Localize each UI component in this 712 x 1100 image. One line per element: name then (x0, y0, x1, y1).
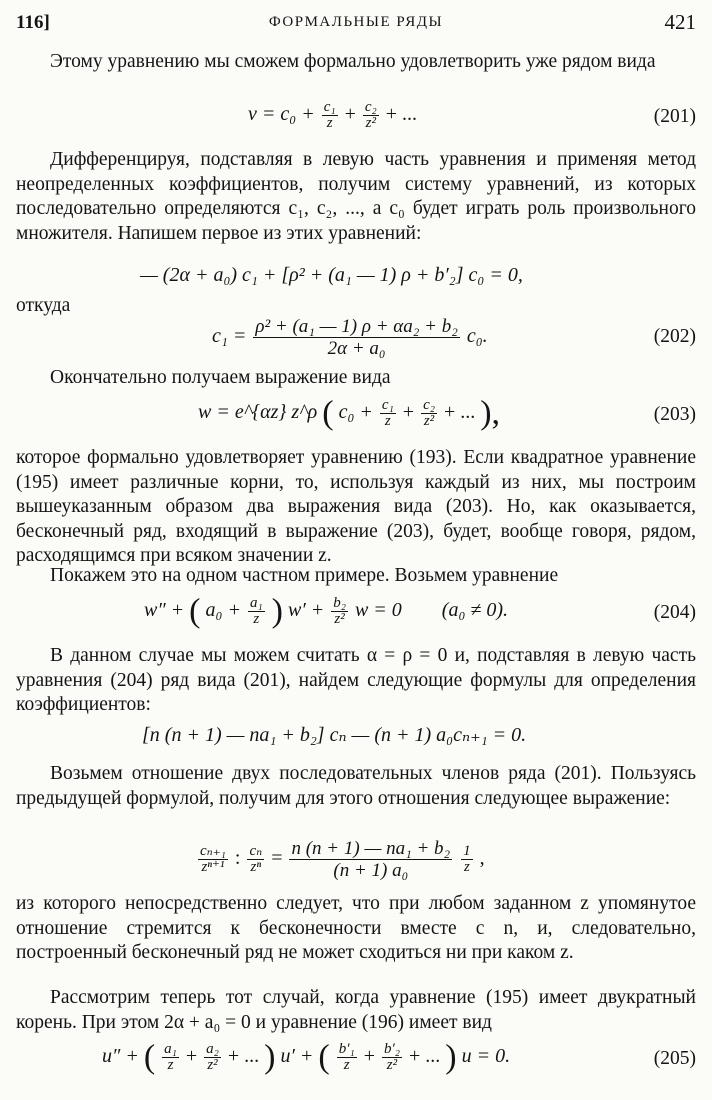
equation-ratio-formula: $\frac{\text{cₙ₊₁}}{\text{zⁿ⁺¹}}$ : $\frac{\text{cₙ}}{\text{zⁿ}}$ = $\frac{\text{n (n + 1) — na₁ + b₂}}{\text{(n + 1) a₀}}$ $\frac{1}{z}$ , (200, 838, 485, 881)
section-number: 116] (16, 12, 50, 33)
running-title: ФОРМАЛЬНЫЕ РЯДЫ (268, 14, 444, 30)
paragraph-4: Окончательно получаем выражение вида (50, 367, 391, 388)
equation-number-202: (202) (653, 326, 696, 347)
equation-number-203: (203) (653, 404, 696, 425)
equation-number-201: (201) (653, 106, 696, 127)
paragraph-9: из которого непосредственно следует, что при любом заданном z упомянутое отношение стремится к бесконечности вместе с n, и, следовательно, построенный бесконечный ряд не может сходиться ни при каком z. (16, 893, 696, 963)
equation-ratio (0, 838, 712, 881)
paragraph-3: откуда (16, 295, 71, 316)
page-header (16, 6, 696, 36)
equation-205 (0, 1038, 712, 1082)
equation-202-formula: c₁ = $\frac{\text{ρ² + (a₁ — 1) ρ + αa₂ + b₂}}{\text{2α + a₀}}$ c₀. (212, 316, 488, 359)
equation-number-204: (204) (653, 602, 696, 623)
paragraph-2: Дифференцируя, подставляя в левую часть уравнения и применяя метод неопределенных коэффициентов, получим систему уравнений, из которых последовательно определяются c₁, c₂, ..., а c₀ будет играть роль произвольного множителя. Напишем первое из этих уравнений: (16, 149, 696, 244)
equation-201 (0, 100, 712, 140)
paragraph-8: Возьмем отношение двух последовательных членов ряда (201). Пользуясь предыдущей формулой, получим для этого отношения следующее выражение: (16, 763, 696, 809)
equation-c1-formula: — (2α + a₀) c₁ + [ρ² + (a₁ — 1) ρ + b′₂] c₀ = 0, (140, 264, 523, 286)
equation-recurrence-formula: [n (n + 1) — na₁ + b₂] cₙ — (n + 1) a₀cₙ₊₁ = 0. (142, 724, 527, 746)
equation-201-formula: v = c₀ + $\frac{\text{c₁}}{z}$ + $\frac{\text{c₂}}{\text{z²}}$ + ... (248, 99, 418, 131)
page-number: 421 (664, 10, 696, 34)
equation-204 (0, 592, 712, 636)
equation-202 (0, 316, 712, 359)
paragraph-1: Этому уравнению мы сможем формально удовлетворить уже рядом вида (50, 51, 656, 72)
equation-203 (0, 394, 712, 438)
paragraph-6: Покажем это на одном частном примере. Возьмем уравнение (50, 565, 559, 586)
equation-203-formula: w = e^{αz} z^ρ ( c₀ + $\frac{\text{c₁}}{z}$ + $\frac{\text{c₂}}{\text{z²}}$ + ... ), (198, 394, 501, 432)
equation-204-formula: w″ + ( a₀ + $\frac{\text{a₁}}{z}$ ) w′ + $\frac{\text{b₂}}{\text{z²}}$ w = 0 (a₀ ≠ 0). (144, 592, 509, 630)
equation-recurrence (0, 722, 712, 762)
paragraph-5: которое формально удовлетворяет уравнению (193). Если квадратное уравнение (195) имеет различные корни, то, используя каждый из них, мы построим вышеуказанным образом два выражения вида (203). Но, как оказывается, бесконечный ряд, входящий в выражение (203), будет, вообще говоря, рядом, расходящимся при всяком значении z. (16, 447, 696, 566)
paragraph-10: Рассмотрим теперь тот случай, когда уравнение (195) имеет двукратный корень. При этом 2α + a₀ = 0 и уравнение (196) имеет вид (16, 987, 696, 1033)
equation-number-205: (205) (653, 1048, 696, 1069)
equation-205-formula: u″ + ( $\frac{\text{a₁}}{z}$ + $\frac{\text{a₂}}{\text{z²}}$ + ... ) u′ + ( $\frac{\text{b′₁}}{z}$ + $\frac{\text{b′₂}}{\text{z²}}$ + ... ) u = 0. (102, 1038, 511, 1076)
paragraph-7: В данном случае мы можем считать α = ρ = 0 и, подставляя в левую часть уравнения (204) ряд вида (201), найдем следующие формулы для определения коэффициентов: (16, 645, 696, 715)
